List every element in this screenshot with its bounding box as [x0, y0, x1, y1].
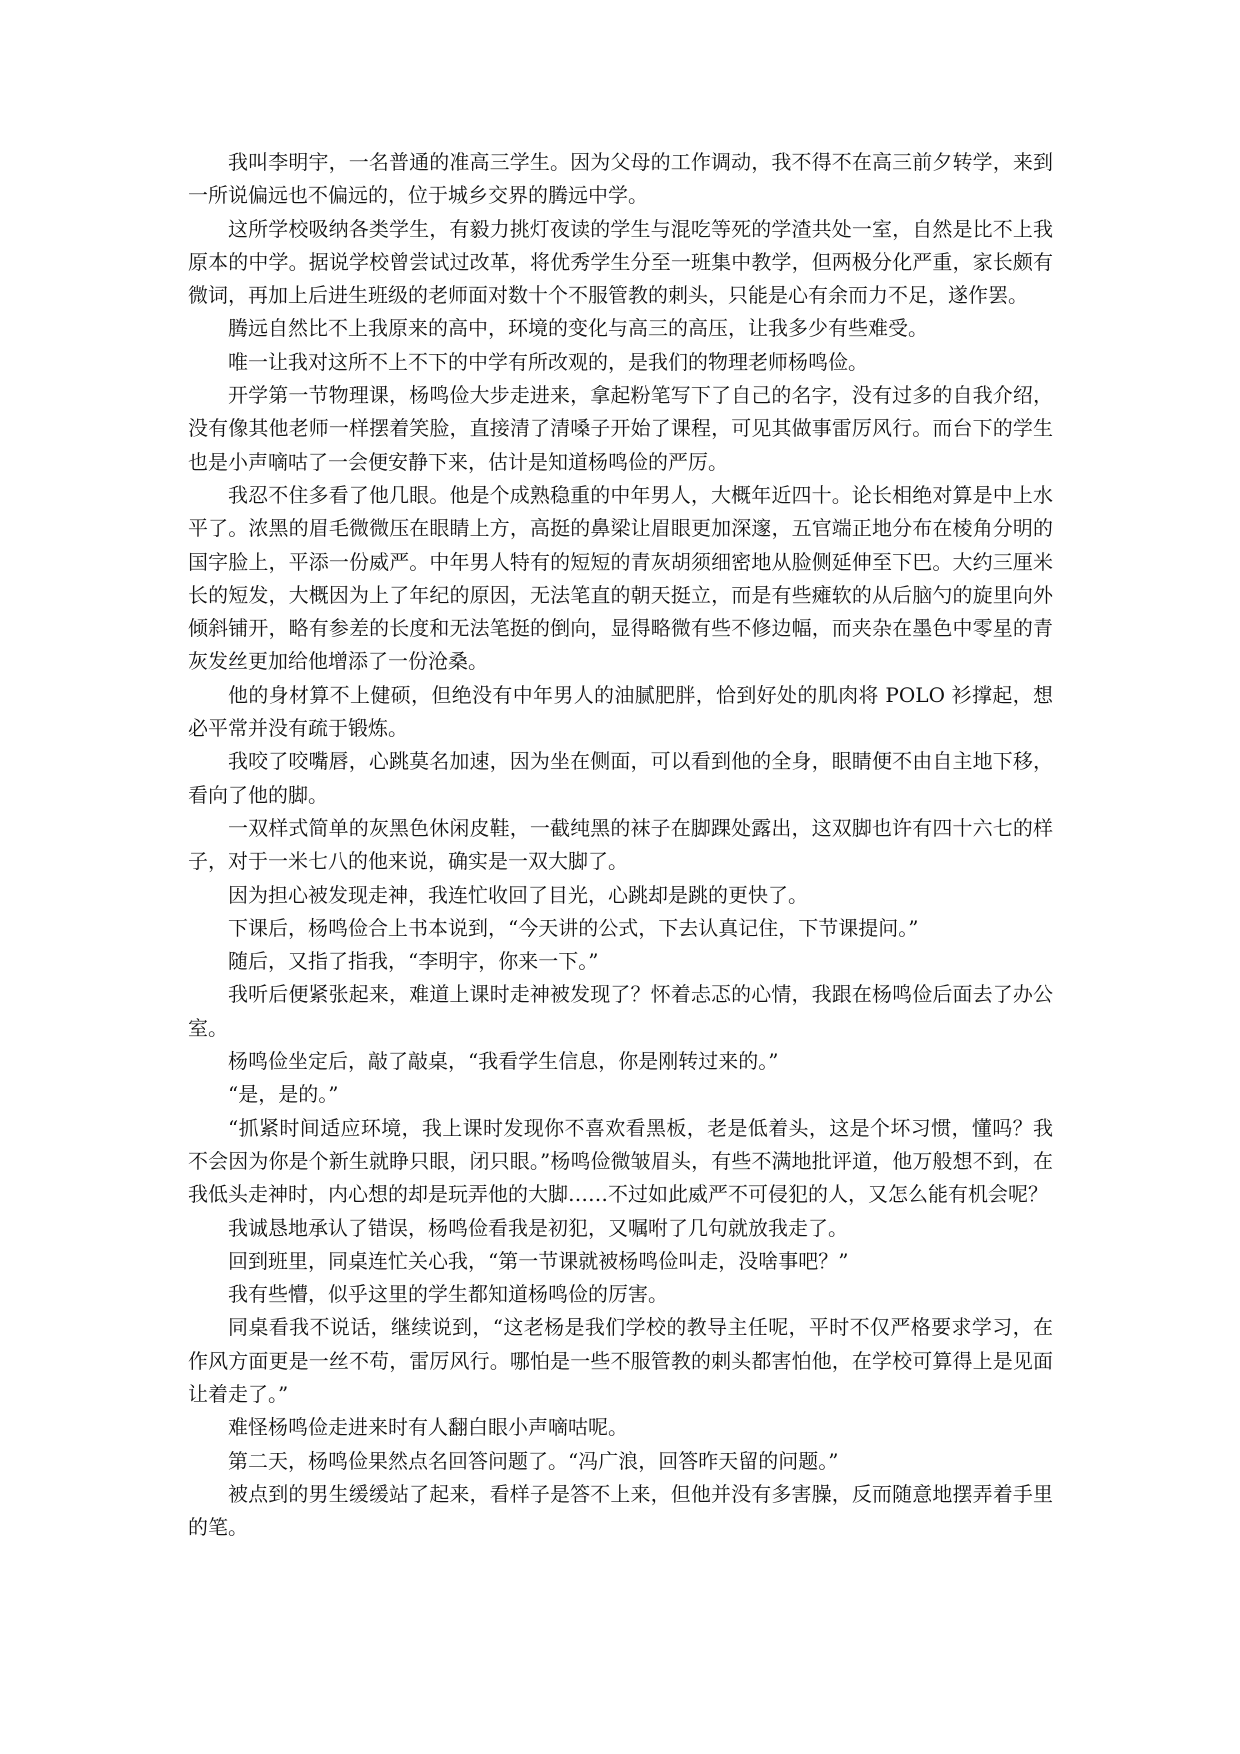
- paragraph: 我咬了咬嘴唇，心跳莫名加速，因为坐在侧面，可以看到他的全身，眼睛便不由自主地下移，看向了他的脚。: [188, 749, 1053, 807]
- paragraph: 一双样式简单的灰黑色休闲皮鞋，一截纯黑的袜子在脚踝处露出，这双脚也许有四十六七的样子，对于一米七八的他来说，确实是一双大脚了。: [188, 815, 1053, 874]
- document-body: [188, 146, 1053, 1544]
- paragraph: 同桌看我不说话，继续说到，“这老杨是我们学校的教导主任呢，平时不仅严格要求学习，在作风方面更是一丝不苟，雷厉风行。哪怕是一些不服管教的刺头都害怕他，在学校可算得上是见面让着走了。”: [188, 1315, 1053, 1406]
- paragraph: 我听后便紧张起来，难道上课时走神被发现了？怀着忐忑的心情，我跟在杨鸣俭后面去了办公室。: [188, 982, 1053, 1040]
- paragraph: 难怪杨鸣俭走进来时有人翻白眼小声嘀咕呢。: [228, 1415, 628, 1440]
- paragraph: 我诚恳地承认了错误，杨鸣俭看我是初犯，又嘱咐了几句就放我走了。: [228, 1215, 848, 1240]
- paragraph: 我叫李明宇，一名普通的准高三学生。因为父母的工作调动，我不得不在高三前夕转学，来到一所说偏远也不偏远的，位于城乡交界的腾远中学。: [188, 150, 1053, 208]
- paragraph: 开学第一节物理课，杨鸣俭大步走进来，拿起粉笔写下了自己的名字，没有过多的自我介绍，没有像其他老师一样摆着笑脸，直接清了清嗓子开始了课程，可见其做事雷厉风行。而台下的学生也是小声嘀咕了一会便安静下来，估计是知道杨鸣俭的严厉。: [188, 383, 1053, 474]
- paragraph: 这所学校吸纳各类学生，有毅力挑灯夜读的学生与混吃等死的学渣共处一室，自然是比不上我原本的中学。据说学校曾尝试过改革，将优秀学生分至一班集中教学，但两极分化严重，家长颇有微词，再加上后进生班级的老师面对数十个不服管教的刺头，只能是心有余而力不足，遂作罢。: [188, 216, 1053, 308]
- paragraph: 杨鸣俭坐定后，敲了敲桌，“我看学生信息，你是刚转过来的。”: [228, 1049, 779, 1074]
- paragraph: 我有些懵，似乎这里的学生都知道杨鸣俭的厉害。: [228, 1282, 668, 1307]
- paragraph: 唯一让我对这所不上不下的中学有所改观的，是我们的物理老师杨鸣俭。: [228, 349, 868, 374]
- paragraph: 被点到的男生缓缓站了起来，看样子是答不上来，但他并没有多害臊，反而随意地摆弄着手里的笔。: [188, 1481, 1053, 1540]
- paragraph: 随后，又指了指我，“李明宇，你来一下。”: [228, 949, 599, 974]
- paragraph: 下课后，杨鸣俭合上书本说到，“今天讲的公式，下去认真记住，下节课提问。”: [228, 915, 919, 940]
- paragraph: 回到班里，同桌连忙关心我，“第一节课就被杨鸣俭叫走，没啥事吧？”: [228, 1248, 849, 1273]
- paragraph: 因为担心被发现走神，我连忙收回了目光，心跳却是跳的更快了。: [228, 882, 808, 907]
- paragraph: “是，是的。”: [228, 1082, 339, 1107]
- paragraph: 腾远自然比不上我原来的高中，环境的变化与高三的高压，让我多少有些难受。: [228, 316, 928, 341]
- paragraph: 他的身材算不上健硕，但绝没有中年男人的油腻肥胖，恰到好处的肌肉将 POLO 衫撑起，想必平常并没有疏于锻炼。: [188, 682, 1053, 741]
- paragraph: 我忍不住多看了他几眼。他是个成熟稳重的中年男人，大概年近四十。论长相绝对算是中上水平了。浓黑的眉毛微微压在眼睛上方，高挺的鼻梁让眉眼更加深邃，五官端正地分布在棱角分明的国字脸上，平添一份威严。中年男人特有的短短的青灰胡须细密地从脸侧延伸至下巴。大约三厘米长的短发，大概因为上了年纪的原因，无法笔直的朝天挺立，而是有些瘫软的从后脑勺的旋里向外倾斜铺开，略有参差的长度和无法笔挺的倒向，显得略微有些不修边幅，而夹杂在墨色中零星的青灰发丝更加给他增添了一份沧桑。: [188, 482, 1053, 674]
- paragraph: “抓紧时间适应环境，我上课时发现你不喜欢看黑板，老是低着头，这是个坏习惯，懂吗？我不会因为你是个新生就睁只眼，闭只眼。”杨鸣俭微皱眉头，有些不满地批评道，他万般想不到，在我低头走神时，内心想的却是玩弄他的大脚……不过如此威严不可侵犯的人，又怎么能有机会呢？: [188, 1115, 1053, 1207]
- paragraph: 第二天，杨鸣俭果然点名回答问题了。“冯广浪，回答昨天留的问题。”: [228, 1448, 839, 1473]
